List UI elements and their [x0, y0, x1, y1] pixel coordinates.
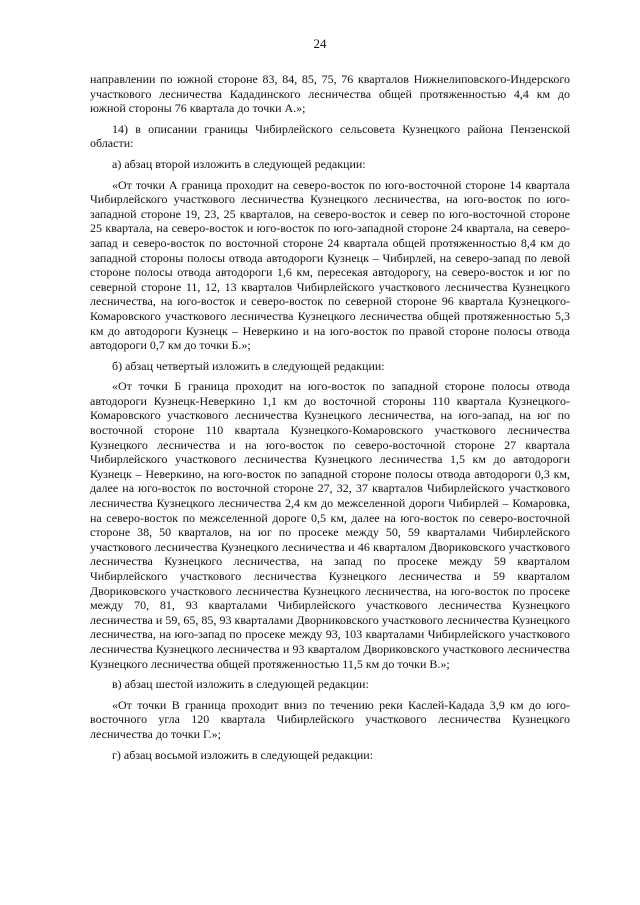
paragraph-subitem-v: в) абзац шестой изложить в следующей редакции:	[112, 677, 369, 692]
paragraph-continuation: направлении по южной стороне 83, 84, 85, 75, 76 кварталов Нижнелиповского-Индерского участкового лесничества Кададинского лесничества общей протяженностью 4,4 км до южной стороны 76 квартала до точки А.»;	[90, 72, 570, 116]
paragraph-quote-point-b: «От точки Б граница проходит на юго-восток по западной стороне полосы отвода автодороги Кузнецк-Неверкино 1,1 км до восточной стороны 110 квартала Кузнецкого-Комаровского участкового лесничества Кузнецкого лесничества, на юго-запад, на юг по восточной стороне 110 квартала Кузнецкого-Комаровского участкового лесничества Кузнецкого лесничества и на юго-восток по северо-восточной стороне 27 квартала Чибирлейского участкового лесничества Кузнецкого лесничества 1,5 км до автодороги Кузнецк – Неверкино, на юго-восток по западной стороне полосы отвода автодороги 0,3 км, далее на юго-восток по восточной стороне 27, 32, 37 кварталов Чибирлейского участкового лесничества Кузнецкого лесничества 2,4 км до межселенной дороги Чибирлей – Комаровка, на северо-восток по межселенной дороге 0,5 км, далее на юго-восток по северо-восточной стороне 38, 50 кварталов, на юг по просеке между 50, 59 кварталами Чибирлейского участкового лесничества Кузнецкого лесничества и 46 кварталом Двориковского участкового лесничества Кузнецкого лесничества, на запад по просеке между 59 кварталом Чибирлейского участкового лесничества Кузнецкого лесничества и 59 кварталом Двориковского участкового лесничества Кузнецкого лесничества, на юго-восток по просеке между 70, 81, 93 кварталами Чибирлейского участкового лесничества Кузнецкого лесничества и 59, 65, 85, 93 кварталами Дворниковского участкового лесничества Кузнецкого лесничества, на юго-запад по просеке между 93, 103 кварталами Чибирлейского участкового лесничества Кузнецкого лесничества и 93 кварталом Двориковского участкового лесничества Кузнецкого лесничества общей протяженностью 11,5 км до точки В.»;	[90, 379, 570, 671]
paragraph-quote-point-v: «От точки В граница проходит вниз по течению реки Каслей-Кадада 3,9 км до юго-восточного угла 120 квартала Чибирлейского участкового лесничества Кузнецкого лесничества до точки Г.»;	[90, 697, 570, 741]
paragraph-subitem-b: б) абзац четвертый изложить в следующей редакции:	[112, 358, 385, 373]
paragraph-subitem-g: г) абзац восьмой изложить в следующей редакции:	[112, 747, 374, 762]
paragraph-item-14: 14) в описании границы Чибирлейского сельсовета Кузнецкого района Пензенской области:	[90, 121, 570, 151]
paragraph-subitem-a: а) абзац второй изложить в следующей редакции:	[112, 156, 366, 171]
document-body	[90, 72, 570, 762]
page-number: 24	[313, 36, 327, 51]
paragraph-quote-point-a: «От точки А граница проходит на северо-восток по юго-восточной стороне 14 квартала Чибирлейского участкового лесничества Кузнецкого лесничества, на юго-восток по юго-западной стороне 19, 23, 25 кварталов, на северо-восток и север по юго-восточной стороне 25 квартала, на северо-восток и юго-восток по юго-западной стороне 24 квартала, на северо-запад и северо-восток по восточной стороне 24 квартала общей протяженностью 8,4 км до западной стороны полосы отвода автодороги Кузнецк – Чибирлей, на северо-запад по левой стороне полосы отвода автодороги 1,6 км, пересекая автодорогу, на северо-восток и юг по северной стороне 11, 12, 13 кварталов Чибирлейского участкового лесничества Кузнецкого лесничества, на юго-восток и северо-восток по северной стороне 96 квартала Кузнецкого-Комаровского участкового лесничества Кузнецкого лесничества общей протяженностью 5,3 км до автодороги Кузнецк – Неверкино и на юго-восток по правой стороне полосы отвода автодороги 0,7 км до точки Б.»;	[90, 177, 570, 353]
